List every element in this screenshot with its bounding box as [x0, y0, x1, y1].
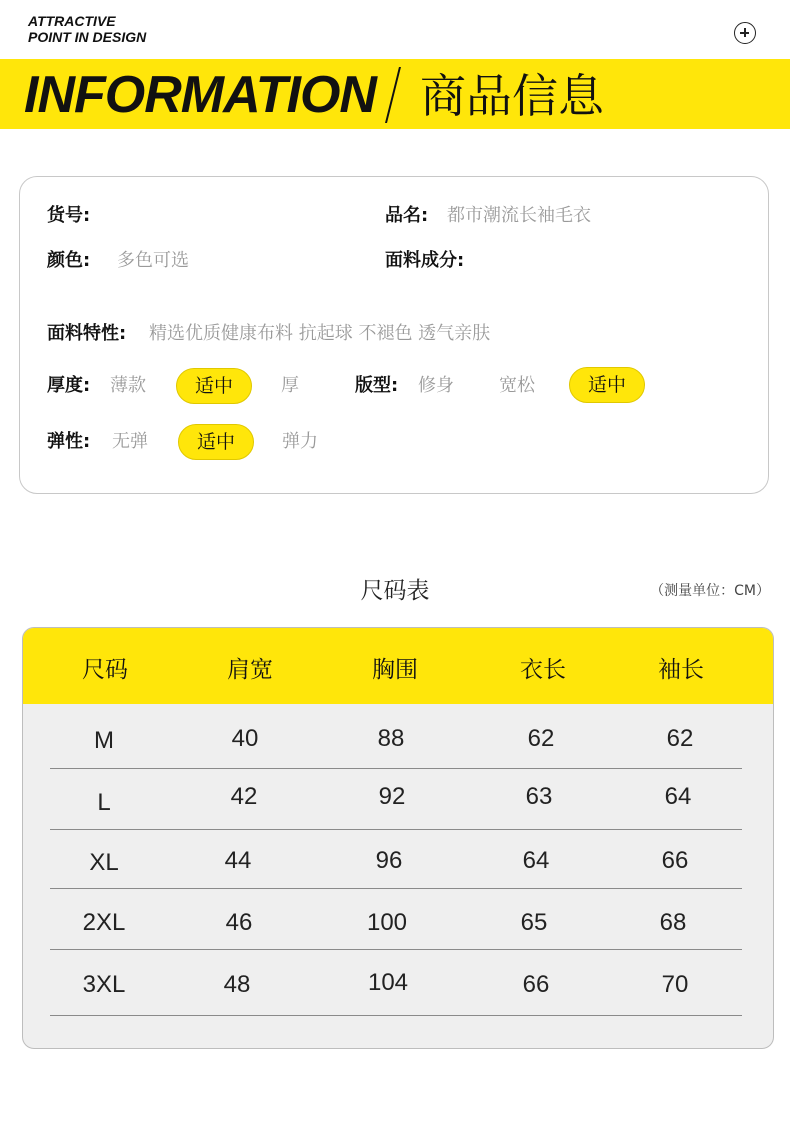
- table-cell-shoulder: 48: [223, 971, 251, 998]
- row-divider: [50, 949, 742, 950]
- fabric-feature-label: 面料特性:: [47, 323, 127, 344]
- table-cell-sleeve: 64: [664, 783, 692, 810]
- tagline-line-2: POINT IN DESIGN: [28, 29, 147, 45]
- table-cell-size: 3XL: [82, 971, 126, 998]
- table-cell-length: 65: [520, 909, 548, 936]
- product-info-card: [19, 176, 769, 494]
- row-divider: [50, 1015, 742, 1016]
- size-table: [22, 627, 774, 1049]
- fit-label: 版型:: [355, 375, 399, 396]
- table-cell-chest: 88: [377, 725, 405, 752]
- fit-option-slim: 修身: [418, 375, 454, 396]
- elasticity-label: 弹性:: [47, 431, 91, 452]
- thickness-option-medium-selected: 适中: [176, 368, 252, 404]
- table-cell-length: 64: [522, 847, 550, 874]
- size-chart-title: 尺码表: [360, 578, 430, 604]
- banner-title-en: INFORMATION: [24, 66, 376, 124]
- column-header-length: 衣长: [520, 657, 566, 683]
- table-cell-size: L: [97, 789, 111, 816]
- item-no-label: 货号:: [47, 205, 91, 226]
- row-divider: [50, 888, 742, 889]
- table-cell-chest: 100: [366, 909, 408, 936]
- table-cell-length: 63: [525, 783, 553, 810]
- table-cell-length: 66: [522, 971, 550, 998]
- table-cell-shoulder: 40: [231, 725, 259, 752]
- product-name-value: 都市潮流长袖毛衣: [447, 205, 591, 226]
- banner-divider: [385, 67, 401, 123]
- row-divider: [50, 829, 742, 830]
- tagline-line-1: ATTRACTIVE: [28, 13, 116, 29]
- banner-title-cn: 商品信息: [420, 69, 604, 123]
- fabric-label: 面料成分:: [385, 250, 465, 271]
- color-value: 多色可选: [117, 250, 189, 271]
- fit-option-regular-selected: 适中: [569, 367, 645, 403]
- thickness-label: 厚度:: [47, 375, 91, 396]
- table-cell-shoulder: 42: [230, 783, 258, 810]
- table-cell-sleeve: 68: [659, 909, 687, 936]
- column-header-chest: 胸围: [372, 657, 418, 683]
- table-cell-length: 62: [527, 725, 555, 752]
- size-chart-unit: （测量单位：CM）: [650, 583, 770, 599]
- fit-option-loose: 宽松: [499, 375, 535, 396]
- table-cell-size: 2XL: [82, 909, 126, 936]
- color-label: 颜色:: [47, 250, 91, 271]
- product-name-label: 品名:: [385, 205, 429, 226]
- elasticity-option-stretch: 弹力: [282, 431, 318, 452]
- elasticity-option-medium-selected: 适中: [178, 424, 254, 460]
- plus-circle-icon: [734, 22, 756, 44]
- table-cell-sleeve: 70: [661, 971, 689, 998]
- fabric-feature-value: 精选优质健康布料 抗起球 不褪色 透气亲肤: [149, 323, 491, 344]
- elasticity-option-none: 无弹: [112, 431, 148, 452]
- table-cell-sleeve: 66: [661, 847, 689, 874]
- row-divider: [50, 768, 742, 769]
- column-header-shoulder: 肩宽: [227, 657, 273, 683]
- table-cell-chest: 96: [375, 847, 403, 874]
- information-banner: [0, 59, 790, 129]
- thickness-option-thin: 薄款: [110, 375, 146, 396]
- table-cell-shoulder: 46: [225, 909, 253, 936]
- table-cell-chest: 92: [378, 783, 406, 810]
- thickness-option-thick: 厚: [281, 375, 299, 396]
- table-cell-size: XL: [89, 849, 119, 876]
- table-cell-sleeve: 62: [666, 725, 694, 752]
- size-table-header: [23, 628, 774, 704]
- table-cell-shoulder: 44: [224, 847, 252, 874]
- design-tagline: [28, 13, 146, 45]
- column-header-sleeve: 袖长: [658, 657, 704, 683]
- table-cell-size: M: [94, 727, 114, 754]
- table-cell-chest: 104: [367, 969, 409, 996]
- column-header-size: 尺码: [82, 657, 128, 683]
